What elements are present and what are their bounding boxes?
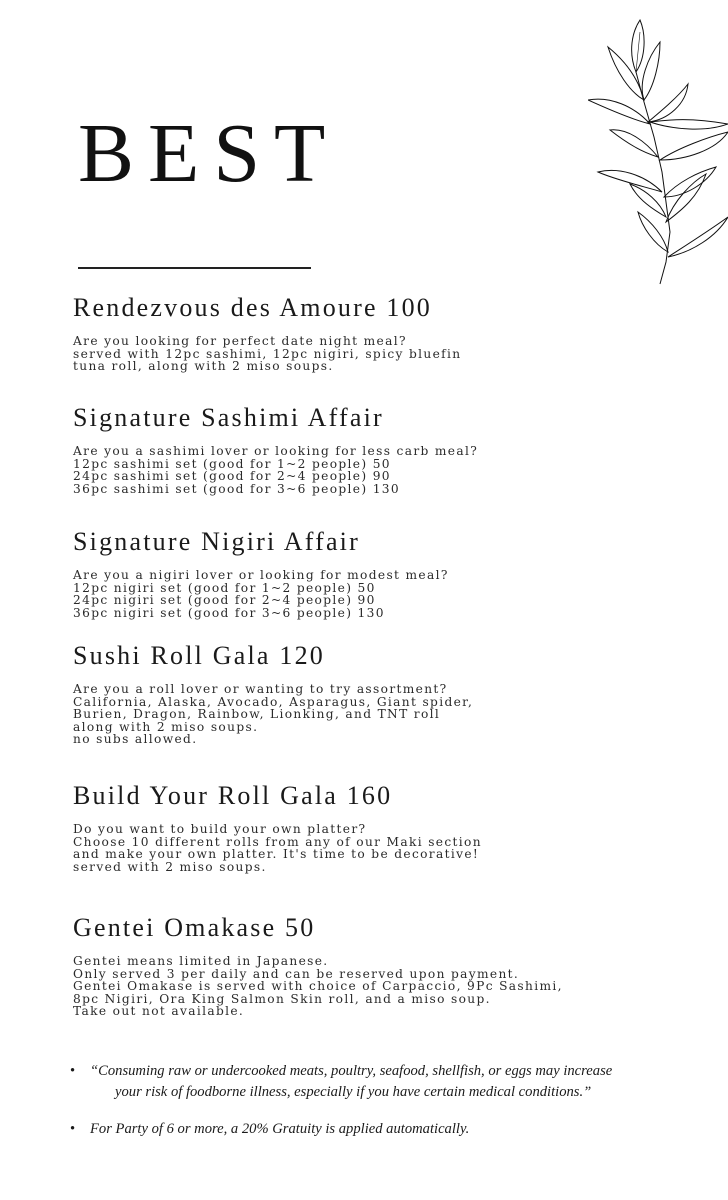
bullet-icon: •	[70, 1063, 76, 1079]
menu-item-gentei-omakase	[73, 913, 563, 1018]
menu-item-title: Gentei Omakase 50	[73, 913, 316, 942]
description-line: Burien, Dragon, Rainbow, Lionking, and TNT roll	[73, 707, 441, 722]
description-line: Are you looking for perfect date night meal?	[73, 334, 407, 348]
page-title: BEST	[78, 107, 340, 200]
bullet-icon: •	[70, 1121, 76, 1137]
description-line: Gentei means limited in Japanese.	[73, 954, 329, 968]
menu-item-title: Build Your Roll Gala 160	[73, 781, 393, 810]
menu-item-rendezvous	[73, 293, 461, 373]
menu-item-description	[73, 823, 482, 873]
leaf-branch-icon	[588, 12, 728, 292]
menu-item-title: Signature Nigiri Affair	[73, 527, 360, 556]
menu-item-description	[73, 955, 563, 1018]
footnotes	[70, 1061, 720, 1156]
menu-item-sushi-roll-gala	[73, 641, 473, 746]
menu-item-title: Sushi Roll Gala 120	[73, 641, 325, 670]
description-line: along with 2 miso soups.	[73, 719, 259, 734]
description-line: Take out not available.	[73, 1004, 245, 1019]
footnote-line: For Party of 6 or more, a 20% Gratuity is applied automatically.	[90, 1121, 470, 1137]
description-line: served with 12pc sashimi, 12pc nigiri, spicy bluefin	[73, 346, 462, 361]
menu-item-description	[73, 335, 461, 373]
description-line: and make your own platter. It's time to be decorative!	[73, 847, 480, 862]
description-line: 12pc nigiri set (good for 1~2 people) 50	[73, 580, 376, 595]
title-divider	[78, 267, 311, 269]
description-line: 24pc sashimi set (good for 2~4 people) 90	[73, 469, 391, 484]
description-line: Choose 10 different rolls from any of our Maki section	[73, 834, 482, 849]
description-line: tuna roll, along with 2 miso soups.	[73, 359, 334, 374]
description-line: Do you want to build your own platter?	[73, 822, 367, 836]
menu-item-nigiri-affair	[73, 527, 449, 619]
menu-item-description	[73, 683, 473, 746]
menu-item-title: Signature Sashimi Affair	[73, 403, 384, 432]
description-line: 12pc sashimi set (good for 1~2 people) 50	[73, 456, 391, 471]
description-line: Gentei Omakase is served with choice of Carpaccio, 9Pc Sashimi,	[73, 979, 563, 994]
description-line: Are you a nigiri lover or looking for modest meal?	[73, 568, 449, 582]
footnote-gratuity	[70, 1119, 720, 1140]
description-line: 8pc Nigiri, Ora King Salmon Skin roll, and a miso soup.	[73, 991, 491, 1006]
description-line: no subs allowed.	[73, 732, 198, 747]
description-line: California, Alaska, Avocado, Asparagus, Giant spider,	[73, 694, 474, 709]
menu-item-description	[73, 445, 478, 495]
footnote-line: your risk of foodborne illness, especially if you have certain medical conditions.”	[115, 1084, 592, 1100]
description-line: 24pc nigiri set (good for 2~4 people) 90	[73, 593, 376, 608]
footnote-raw-food-warning	[70, 1061, 720, 1103]
menu-item-build-your-roll	[73, 781, 482, 873]
menu-item-sashimi-affair	[73, 403, 478, 495]
description-line: Are you a sashimi lover or looking for less carb meal?	[73, 444, 479, 458]
footnote-line: “Consuming raw or undercooked meats, poultry, seafood, shellfish, or eggs may increase	[90, 1063, 613, 1079]
description-line: Only served 3 per daily and can be reserved upon payment.	[73, 966, 520, 981]
menu-item-title: Rendezvous des Amoure 100	[73, 293, 433, 322]
description-line: 36pc sashimi set (good for 3~6 people) 130	[73, 481, 401, 496]
description-line: served with 2 miso soups.	[73, 859, 267, 874]
menu-item-description	[73, 569, 449, 619]
description-line: Are you a roll lover or wanting to try assortment?	[73, 682, 448, 696]
description-line: 36pc nigiri set (good for 3~6 people) 130	[73, 605, 385, 620]
